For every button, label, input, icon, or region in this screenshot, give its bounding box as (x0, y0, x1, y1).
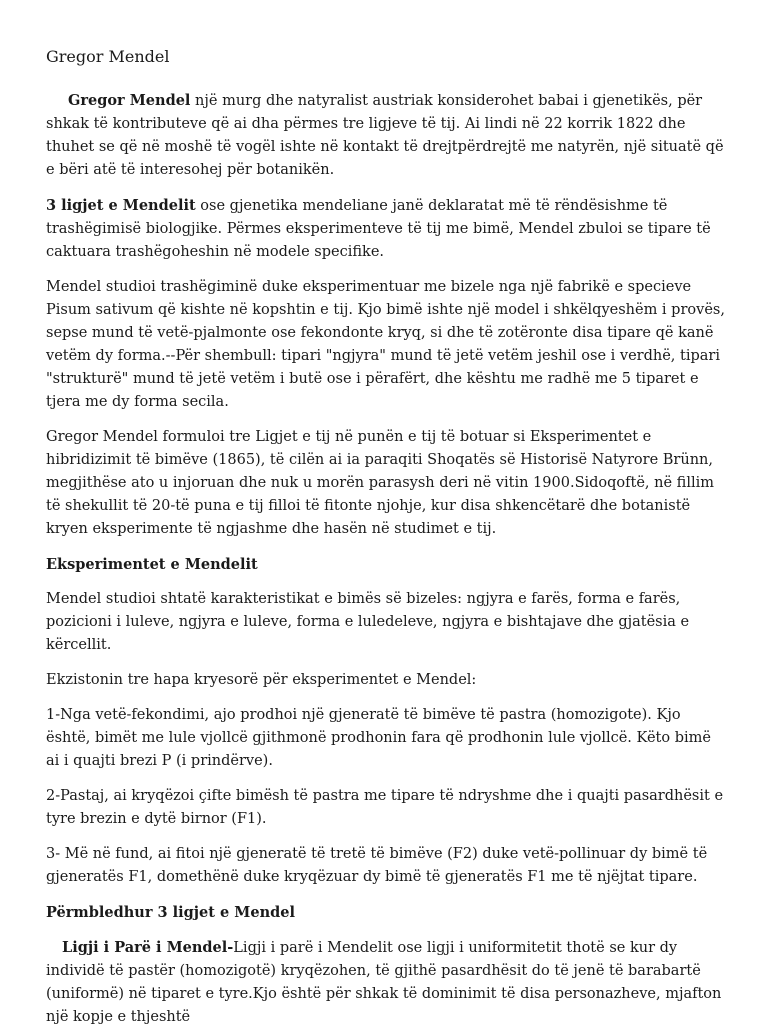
laws-intro-bold: 3 ligjet e Mendelit (46, 197, 196, 214)
step-1-paragraph: 1-Nga vetë-fekondimi, ajo prodhoi një gjeneratë të bimëve të pastra (homozigote). Kjo është, bimët me lule vjollcë gjithmonë prodhonin fara që prodhonin lule vjollcë. Këto bimë ai i quajti brezi P (i prindërve). (46, 707, 711, 769)
step-3-paragraph: 3- Më në fund, ai fitoi një gjeneratë të tretë të bimëve (F2) duke vetë-pollinuar dy bimë të gjeneratës F1, domethënë duke kryqëzuar dy bimë të gjeneratës F1 me të njëjtat tipare. (46, 846, 708, 885)
intro-paragraph (46, 89, 728, 182)
traits-paragraph: Mendel studioi shtatë karakteristikat e bimës së bizeles: ngjyra e farës, forma e farës, pozicioni i luleve, ngjyra e luleve, forma e luledeleve, ngjyra e bishtajave dhe gjatësia e kërcellit. (46, 591, 690, 653)
formulated-paragraph: Gregor Mendel formuloi tre Ligjet e tij në punën e tij të botuar si Eksperimentet e hibridizimit të bimëve (1865), të cilën ai ia paraqiti Shoqatës së Historisë Natyrore Brünn, megjithëse ato u injoruan dhe nuk u morën parasysh deri në vitin 1900.Sidoqoftë, në fillim të shekullit të 20-të puna e tij filloi të fitonte njohje, kur disa shkencëtarë dhe botanistë kryen eksperimente të ngjashme dhe hasën në studimet e tij. (46, 429, 715, 537)
step-2-paragraph: 2-Pastaj, ai kryqëzoi çifte bimësh të pastra me tipare të ndryshme dhe i quajti pasardhësit e tyre brezin e dytë birnor (F1). (46, 788, 724, 827)
first-law-bold: Ligji i Parë i Mendel- (62, 939, 234, 956)
first-law-text: Ligji i parë i Mendelit ose ligji i uniformitetit thotë se kur dy individë të pastër (homozigotë) kryqëzohen, të gjithë pasardhësit do të jenë të barabartë (uniformë) në tiparet e tyre.Kjo është për shkak të dominimit të disa personazheve, mjafton një kopje e thjeshtë (46, 940, 722, 1025)
document-title: Gregor Mendel (46, 47, 170, 66)
pisum-paragraph: Mendel studioi trashëgiminë duke eksperimentuar me bizele nga një fabrikë e specieve Pisum sativum që kishte në kopshtin e tij. Kjo bimë ishte një model i shkëlqyeshëm i provës, sepse mund të vetë-pjalmonte ose fekondonte kryq, si dhe të zotëronte disa tipare që kanë vetëm dy forma.--Për shembull: tipari "ngjyra" mund të jetë vetëm jeshil ose i verdhë, tipari "strukturë" mund të jetë vetëm i butë ose i përafërt, dhe kështu me radhë me 5 tiparet e tjera me dy forma secila. (46, 279, 725, 410)
laws-intro-text: ose gjenetika mendeliane janë deklaratat më të rëndësishme të trashëgimisë biologjike. Përmes eksperimenteve të tij me bimë, Mendel zbuloi se tipare të caktuara trashëgoheshin në modele specifike. (46, 198, 711, 260)
first-law-paragraph (46, 936, 728, 1029)
summary-heading: Përmbledhur 3 ligjet e Mendel (46, 904, 295, 921)
three-steps-paragraph: Ekzistonin tre hapa kryesorë për eksperimentet e Mendel: (46, 672, 477, 688)
intro-bold-name: Gregor Mendel (68, 92, 191, 109)
laws-intro-paragraph (46, 194, 728, 264)
experiments-heading: Eksperimentet e Mendelit (46, 556, 258, 573)
intro-text: një murg dhe natyralist austriak konsiderohet babai i gjenetikës, për shkak të kontributeve që ai dha përmes tre ligjeve të tij. Ai lindi në 22 korrik 1822 dhe thuhet se që në moshë të vogël ishte në kontakt të drejtpërdrejtë me natyrën, një situatë që e bëri atë të interesohej për botanikën. (46, 93, 724, 178)
